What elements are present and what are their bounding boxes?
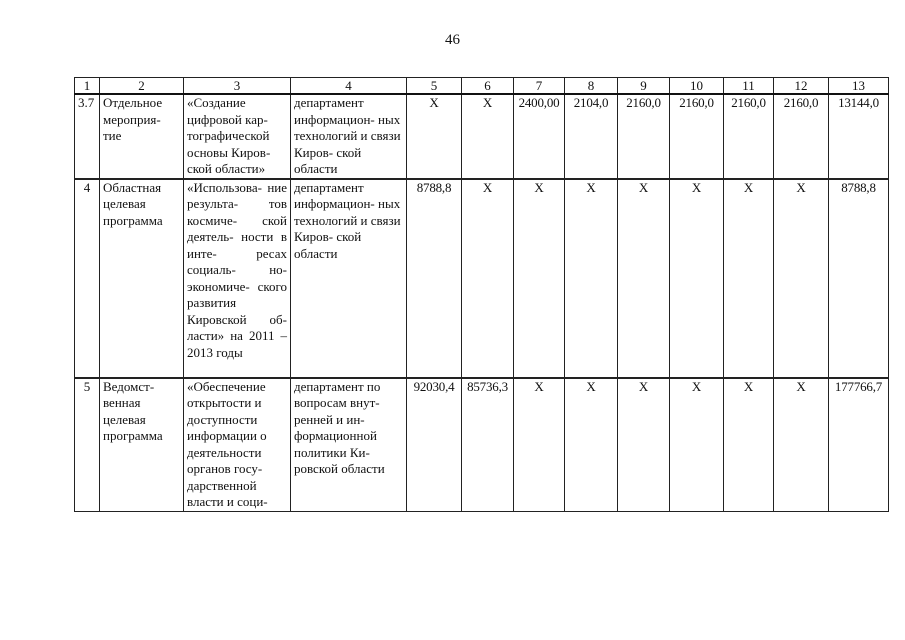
value-cell: 2160,0 (670, 94, 724, 179)
value-cell: X (462, 179, 514, 378)
value-cell: X (514, 378, 565, 512)
value-cell: 2160,0 (618, 94, 670, 179)
value-cell: 2160,0 (724, 94, 774, 179)
program-table (74, 77, 889, 512)
value-cell: X (514, 179, 565, 378)
value-cell: 92030,4 (407, 378, 462, 512)
value-cell: X (774, 179, 829, 378)
header-cell: 11 (724, 78, 774, 95)
program-type: Отдельное мероприя- тие (100, 94, 184, 179)
total-cell: 177766,7 (829, 378, 889, 512)
value-cell: X (565, 378, 618, 512)
program-type: Областная целевая программа (100, 179, 184, 378)
row-number: 3.7 (75, 94, 100, 179)
program-name: «Создание цифровой кар- тографической основы Киров- ской области» (184, 94, 291, 179)
header-cell: 5 (407, 78, 462, 95)
value-cell: X (670, 179, 724, 378)
value-cell: X (724, 378, 774, 512)
program-name: «Обеспечение открытости и доступности информации о деятельности органов госу- дарственной власти и соци- (184, 378, 291, 512)
header-cell: 8 (565, 78, 618, 95)
header-cell: 12 (774, 78, 829, 95)
program-type: Ведомст- венная целевая программа (100, 378, 184, 512)
page-number: 46 (445, 32, 460, 48)
value-cell: 8788,8 (407, 179, 462, 378)
table-row (75, 94, 889, 179)
value-cell: X (724, 179, 774, 378)
value-cell: 85736,3 (462, 378, 514, 512)
header-cell: 3 (184, 78, 291, 95)
program-executor: департамент информацион- ных технологий и связи Киров- ской области (291, 179, 407, 378)
row-number: 5 (75, 378, 100, 512)
header-cell: 7 (514, 78, 565, 95)
header-cell: 2 (100, 78, 184, 95)
program-executor: департамент информацион- ных технологий и связи Киров- ской области (291, 94, 407, 179)
value-cell: 2160,0 (774, 94, 829, 179)
value-cell: X (618, 378, 670, 512)
value-cell: 2400,00 (514, 94, 565, 179)
table-header-row (75, 78, 889, 95)
value-cell: X (774, 378, 829, 512)
value-cell: X (462, 94, 514, 179)
value-cell: X (618, 179, 670, 378)
program-name: «Использова- ние результа- тов космиче- ской деятель- ности в инте- ресах социаль- но-экономиче- ского развития Кировской об- ласти» на 2011 – 2013 годы (184, 179, 291, 378)
row-number: 4 (75, 179, 100, 378)
header-cell: 4 (291, 78, 407, 95)
header-cell: 6 (462, 78, 514, 95)
header-cell: 13 (829, 78, 889, 95)
header-cell: 9 (618, 78, 670, 95)
header-cell: 1 (75, 78, 100, 95)
total-cell: 13144,0 (829, 94, 889, 179)
header-cell: 10 (670, 78, 724, 95)
table-row (75, 378, 889, 512)
value-cell: 2104,0 (565, 94, 618, 179)
value-cell: X (565, 179, 618, 378)
program-executor: департамент по вопросам внут- ренней и ин- формационной политики Ки- ровской области (291, 378, 407, 512)
table-row (75, 179, 889, 378)
total-cell: 8788,8 (829, 179, 889, 378)
value-cell: X (407, 94, 462, 179)
value-cell: X (670, 378, 724, 512)
